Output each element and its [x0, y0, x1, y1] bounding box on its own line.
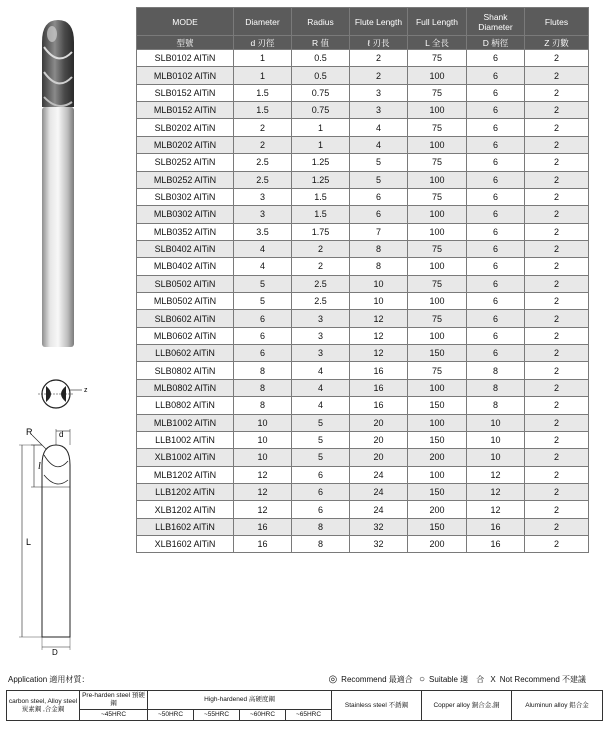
cell-diameter: 3.5 — [234, 223, 292, 240]
cell-flute-length: 8 — [350, 240, 408, 257]
cell-flutes: 2 — [525, 50, 589, 67]
z-label: z — [84, 387, 88, 394]
app-stainless: Stainless steel 不銹鋼 — [332, 691, 422, 721]
cross-section-icon — [38, 372, 98, 417]
cell-mode: LLB1002 AlTiN — [137, 431, 234, 448]
cell-flute-length: 4 — [350, 119, 408, 136]
cell-diameter: 2 — [234, 119, 292, 136]
cell-mode: SLB0602 AlTiN — [137, 310, 234, 327]
cell-shank-diameter: 12 — [467, 483, 525, 500]
table-row — [137, 483, 589, 500]
table-row — [137, 84, 589, 101]
cell-mode: MLB0102 AlTiN — [137, 67, 234, 84]
cell-full-length: 100 — [408, 414, 467, 431]
cell-flute-length: 12 — [350, 345, 408, 362]
cell-shank-diameter: 8 — [467, 397, 525, 414]
cell-full-length: 150 — [408, 345, 467, 362]
table-row — [137, 466, 589, 483]
cell-shank-diameter: 6 — [467, 84, 525, 101]
cell-flutes: 2 — [525, 431, 589, 448]
cell-flute-length: 2 — [350, 50, 408, 67]
cell-radius: 3 — [292, 310, 350, 327]
application-header — [0, 669, 614, 689]
cell-mode: MLB0502 AlTiN — [137, 293, 234, 310]
cell-shank-diameter: 6 — [467, 345, 525, 362]
cell-shank-diameter: 6 — [467, 275, 525, 292]
cell-radius: 1 — [292, 136, 350, 153]
cell-diameter: 12 — [234, 483, 292, 500]
cell-flute-length: 24 — [350, 466, 408, 483]
ball-end-mill-image — [28, 12, 88, 352]
app-hrc-65: ~65HRC — [286, 710, 332, 721]
cell-diameter: 10 — [234, 414, 292, 431]
cell-diameter: 6 — [234, 345, 292, 362]
cell-full-length: 75 — [408, 119, 467, 136]
cell-mode: SLB0402 AlTiN — [137, 240, 234, 257]
cell-radius: 6 — [292, 501, 350, 518]
cell-full-length: 75 — [408, 310, 467, 327]
cell-shank-diameter: 6 — [467, 310, 525, 327]
cell-flutes: 2 — [525, 518, 589, 535]
cell-full-length: 100 — [408, 293, 467, 310]
cell-mode: SLB0202 AlTiN — [137, 119, 234, 136]
cell-diameter: 5 — [234, 293, 292, 310]
cell-diameter: 12 — [234, 501, 292, 518]
cell-flute-length: 32 — [350, 518, 408, 535]
app-hrc-55: ~55HRC — [194, 710, 240, 721]
header-radius: Radius — [292, 8, 350, 36]
table-row — [137, 171, 589, 188]
header-mode-zh: 型號 — [137, 36, 234, 50]
cell-mode: XLB1202 AlTiN — [137, 501, 234, 518]
cell-radius: 1.25 — [292, 171, 350, 188]
table-row — [137, 67, 589, 84]
cell-flutes: 2 — [525, 501, 589, 518]
cell-full-length: 200 — [408, 501, 467, 518]
cell-flute-length: 6 — [350, 206, 408, 223]
L-label: L — [26, 537, 32, 547]
header-diameter-zh: d 刃徑 — [234, 36, 292, 50]
cell-shank-diameter: 16 — [467, 518, 525, 535]
cell-radius: 3 — [292, 345, 350, 362]
cell-full-length: 100 — [408, 223, 467, 240]
header-row-zh — [137, 36, 589, 50]
cell-full-length: 100 — [408, 206, 467, 223]
cell-flute-length: 16 — [350, 362, 408, 379]
cell-shank-diameter: 6 — [467, 327, 525, 344]
cell-flute-length: 4 — [350, 136, 408, 153]
cell-flute-length: 6 — [350, 188, 408, 205]
cell-mode: MLB0402 AlTiN — [137, 258, 234, 275]
l-label: l — [38, 461, 41, 472]
header-row-en — [137, 8, 589, 36]
cell-mode: SLB0252 AlTiN — [137, 154, 234, 171]
cell-flutes: 2 — [525, 223, 589, 240]
table-row — [137, 518, 589, 535]
cell-mode: LLB0602 AlTiN — [137, 345, 234, 362]
cell-diameter: 1.5 — [234, 102, 292, 119]
legend-recommend: Recommend 最適合 — [341, 675, 413, 684]
cell-shank-diameter: 6 — [467, 240, 525, 257]
app-high-hardened: High-hardened 高硬度鋼 — [148, 691, 332, 710]
cell-flutes: 2 — [525, 466, 589, 483]
cell-diameter: 8 — [234, 379, 292, 396]
r-label: R — [26, 427, 33, 437]
table-row — [137, 501, 589, 518]
cell-mode: SLB0302 AlTiN — [137, 188, 234, 205]
cell-full-length: 150 — [408, 431, 467, 448]
cell-full-length: 100 — [408, 102, 467, 119]
cell-shank-diameter: 12 — [467, 501, 525, 518]
cell-flute-length: 5 — [350, 154, 408, 171]
header-full-length: Full Length — [408, 8, 467, 36]
cell-full-length: 200 — [408, 536, 467, 553]
cell-full-length: 100 — [408, 258, 467, 275]
cell-full-length: 100 — [408, 171, 467, 188]
header-mode: MODE — [137, 8, 234, 36]
header-radius-zh: R 值 — [292, 36, 350, 50]
cell-shank-diameter: 10 — [467, 449, 525, 466]
table-row — [137, 431, 589, 448]
cell-mode: XLB1602 AlTiN — [137, 536, 234, 553]
app-carbon-steel: carbon steel, Alloy steel 炭素鋼 ,合金鋼 — [7, 691, 80, 721]
cell-radius: 2 — [292, 240, 350, 257]
cell-radius: 1.25 — [292, 154, 350, 171]
application-table — [6, 690, 603, 721]
cell-full-length: 75 — [408, 84, 467, 101]
cell-full-length: 100 — [408, 327, 467, 344]
cell-radius: 5 — [292, 431, 350, 448]
cell-flutes: 2 — [525, 310, 589, 327]
app-hrc-60: ~60HRC — [240, 710, 286, 721]
cell-shank-diameter: 6 — [467, 50, 525, 67]
cell-full-length: 75 — [408, 154, 467, 171]
cell-flutes: 2 — [525, 206, 589, 223]
legend-suitable: Suitable 適 合 — [429, 675, 485, 684]
table-row — [137, 275, 589, 292]
header-shank-diameter: Shank Diameter — [467, 8, 525, 36]
cell-flutes: 2 — [525, 345, 589, 362]
cell-flutes: 2 — [525, 449, 589, 466]
table-row — [137, 536, 589, 553]
cell-flutes: 2 — [525, 119, 589, 136]
cell-radius: 4 — [292, 362, 350, 379]
cell-diameter: 4 — [234, 258, 292, 275]
application-title: Application 適用材質： — [8, 675, 90, 684]
cell-full-length: 200 — [408, 449, 467, 466]
cell-shank-diameter: 16 — [467, 536, 525, 553]
cell-flutes: 2 — [525, 84, 589, 101]
cell-full-length: 100 — [408, 136, 467, 153]
cell-diameter: 16 — [234, 536, 292, 553]
cell-shank-diameter: 6 — [467, 67, 525, 84]
cell-flutes: 2 — [525, 327, 589, 344]
cell-full-length: 100 — [408, 379, 467, 396]
header-flutes: Flutes — [525, 8, 589, 36]
cell-flute-length: 12 — [350, 327, 408, 344]
cell-full-length: 75 — [408, 240, 467, 257]
cell-mode: SLB0802 AlTiN — [137, 362, 234, 379]
cell-flutes: 2 — [525, 275, 589, 292]
cell-flute-length: 20 — [350, 431, 408, 448]
cell-diameter: 5 — [234, 275, 292, 292]
cell-radius: 5 — [292, 449, 350, 466]
cell-flute-length: 10 — [350, 293, 408, 310]
legend — [324, 674, 586, 685]
table-row — [137, 397, 589, 414]
cell-radius: 2 — [292, 258, 350, 275]
dimension-drawing — [14, 425, 94, 655]
cell-shank-diameter: 8 — [467, 362, 525, 379]
app-preharden: Pre-harden steel 預硬鋼 — [80, 691, 148, 710]
table-row — [137, 50, 589, 67]
table-row — [137, 240, 589, 257]
cell-mode: MLB1202 AlTiN — [137, 466, 234, 483]
cell-full-length: 100 — [408, 466, 467, 483]
table-row — [137, 258, 589, 275]
legend-not-recommend: Not Recommend 不建議 — [499, 675, 586, 684]
cell-flute-length: 3 — [350, 84, 408, 101]
table-row — [137, 136, 589, 153]
cell-diameter: 3 — [234, 206, 292, 223]
cell-flute-length: 16 — [350, 379, 408, 396]
table-row — [137, 119, 589, 136]
table-row — [137, 327, 589, 344]
cell-radius: 0.75 — [292, 84, 350, 101]
table-row — [137, 379, 589, 396]
cell-full-length: 150 — [408, 483, 467, 500]
d-label: d — [59, 430, 64, 439]
cell-mode: MLB0202 AlTiN — [137, 136, 234, 153]
cell-full-length: 150 — [408, 518, 467, 535]
cell-radius: 1 — [292, 119, 350, 136]
table-row — [137, 362, 589, 379]
cell-shank-diameter: 6 — [467, 258, 525, 275]
header-full-length-zh: L 全長 — [408, 36, 467, 50]
cell-flute-length: 24 — [350, 483, 408, 500]
cell-mode: MLB0352 AlTiN — [137, 223, 234, 240]
cell-flute-length: 32 — [350, 536, 408, 553]
cell-diameter: 10 — [234, 431, 292, 448]
cell-flutes: 2 — [525, 102, 589, 119]
cell-shank-diameter: 6 — [467, 293, 525, 310]
cell-shank-diameter: 6 — [467, 188, 525, 205]
cell-shank-diameter: 6 — [467, 206, 525, 223]
cell-diameter: 2 — [234, 136, 292, 153]
cell-mode: MLB0152 AlTiN — [137, 102, 234, 119]
cell-flute-length: 2 — [350, 67, 408, 84]
cell-diameter: 2.5 — [234, 171, 292, 188]
cell-radius: 0.5 — [292, 50, 350, 67]
cell-flutes: 2 — [525, 536, 589, 553]
cell-diameter: 10 — [234, 449, 292, 466]
cell-flute-length: 7 — [350, 223, 408, 240]
cell-radius: 2.5 — [292, 275, 350, 292]
cell-diameter: 4 — [234, 240, 292, 257]
cell-mode: MLB0802 AlTiN — [137, 379, 234, 396]
cell-mode: XLB1002 AlTiN — [137, 449, 234, 466]
cell-shank-diameter: 6 — [467, 223, 525, 240]
cell-flutes: 2 — [525, 154, 589, 171]
app-aluminum: Aluminun alloy 鋁合金 — [512, 691, 603, 721]
cell-flutes: 2 — [525, 362, 589, 379]
cell-radius: 8 — [292, 518, 350, 535]
cell-mode: SLB0102 AlTiN — [137, 50, 234, 67]
cell-flutes: 2 — [525, 136, 589, 153]
cell-mode: MLB1002 AlTiN — [137, 414, 234, 431]
cell-diameter: 6 — [234, 327, 292, 344]
cell-full-length: 75 — [408, 362, 467, 379]
table-row — [137, 154, 589, 171]
cell-radius: 1.5 — [292, 206, 350, 223]
cell-full-length: 100 — [408, 67, 467, 84]
cell-radius: 6 — [292, 466, 350, 483]
app-copper: Copper alloy 銅合金,銅 — [422, 691, 512, 721]
cell-diameter: 12 — [234, 466, 292, 483]
cell-shank-diameter: 6 — [467, 154, 525, 171]
suitable-symbol: ○ — [418, 674, 426, 685]
cell-radius: 4 — [292, 397, 350, 414]
table-row — [137, 293, 589, 310]
cell-shank-diameter: 10 — [467, 431, 525, 448]
cell-diameter: 16 — [234, 518, 292, 535]
cell-flutes: 2 — [525, 414, 589, 431]
cell-diameter: 1.5 — [234, 84, 292, 101]
cell-flutes: 2 — [525, 483, 589, 500]
cell-diameter: 6 — [234, 310, 292, 327]
cell-mode: LLB1602 AlTiN — [137, 518, 234, 535]
cell-flutes: 2 — [525, 171, 589, 188]
cell-diameter: 1 — [234, 67, 292, 84]
cell-full-length: 75 — [408, 188, 467, 205]
cell-shank-diameter: 8 — [467, 379, 525, 396]
cell-mode: SLB0502 AlTiN — [137, 275, 234, 292]
cell-mode: LLB0802 AlTiN — [137, 397, 234, 414]
cell-flutes: 2 — [525, 379, 589, 396]
recommend-symbol: ◎ — [328, 674, 338, 685]
spec-table — [136, 7, 589, 553]
cell-flute-length: 24 — [350, 501, 408, 518]
header-flutes-zh: Z 刃數 — [525, 36, 589, 50]
cell-flute-length: 8 — [350, 258, 408, 275]
table-row — [137, 223, 589, 240]
cell-flutes: 2 — [525, 258, 589, 275]
cell-radius: 1.5 — [292, 188, 350, 205]
D-label: D — [52, 648, 58, 655]
cell-radius: 0.5 — [292, 67, 350, 84]
cell-mode: MLB0302 AlTiN — [137, 206, 234, 223]
cell-radius: 1.75 — [292, 223, 350, 240]
header-diameter: Diameter — [234, 8, 292, 36]
cell-full-length: 150 — [408, 397, 467, 414]
cell-flutes: 2 — [525, 188, 589, 205]
cell-full-length: 75 — [408, 275, 467, 292]
cell-flutes: 2 — [525, 397, 589, 414]
cell-diameter: 3 — [234, 188, 292, 205]
cell-radius: 3 — [292, 327, 350, 344]
cell-radius: 2.5 — [292, 293, 350, 310]
cell-shank-diameter: 6 — [467, 171, 525, 188]
cell-flute-length: 10 — [350, 275, 408, 292]
cell-shank-diameter: 6 — [467, 119, 525, 136]
cell-radius: 0.75 — [292, 102, 350, 119]
cell-shank-diameter: 6 — [467, 136, 525, 153]
table-row — [137, 310, 589, 327]
app-hrc-50: ~50HRC — [148, 710, 194, 721]
cell-diameter: 2.5 — [234, 154, 292, 171]
cell-flutes: 2 — [525, 240, 589, 257]
cell-flute-length: 5 — [350, 171, 408, 188]
cell-mode: MLB0252 AlTiN — [137, 171, 234, 188]
cell-diameter: 8 — [234, 362, 292, 379]
cell-mode: LLB1202 AlTiN — [137, 483, 234, 500]
table-row — [137, 206, 589, 223]
cell-radius: 8 — [292, 536, 350, 553]
header-flute-length: Flute Length — [350, 8, 408, 36]
cell-flute-length: 3 — [350, 102, 408, 119]
table-row — [137, 449, 589, 466]
cell-full-length: 75 — [408, 50, 467, 67]
app-preharden-hrc: ~45HRC — [80, 710, 148, 721]
cell-flutes: 2 — [525, 293, 589, 310]
cell-flute-length: 16 — [350, 397, 408, 414]
table-row — [137, 102, 589, 119]
cell-diameter: 8 — [234, 397, 292, 414]
cell-diameter: 1 — [234, 50, 292, 67]
table-row — [137, 414, 589, 431]
cell-shank-diameter: 6 — [467, 102, 525, 119]
cell-flutes: 2 — [525, 67, 589, 84]
cell-flute-length: 20 — [350, 449, 408, 466]
header-shank-diameter-zh: D 柄徑 — [467, 36, 525, 50]
cell-shank-diameter: 12 — [467, 466, 525, 483]
header-flute-length-zh: ℓ 刃長 — [350, 36, 408, 50]
cell-radius: 4 — [292, 379, 350, 396]
cell-radius: 5 — [292, 414, 350, 431]
cell-flute-length: 12 — [350, 310, 408, 327]
cell-shank-diameter: 10 — [467, 414, 525, 431]
table-row — [137, 345, 589, 362]
cell-flute-length: 20 — [350, 414, 408, 431]
table-row — [137, 188, 589, 205]
not-symbol: X — [490, 675, 496, 684]
cell-mode: SLB0152 AlTiN — [137, 84, 234, 101]
cell-mode: MLB0602 AlTiN — [137, 327, 234, 344]
cell-radius: 6 — [292, 483, 350, 500]
